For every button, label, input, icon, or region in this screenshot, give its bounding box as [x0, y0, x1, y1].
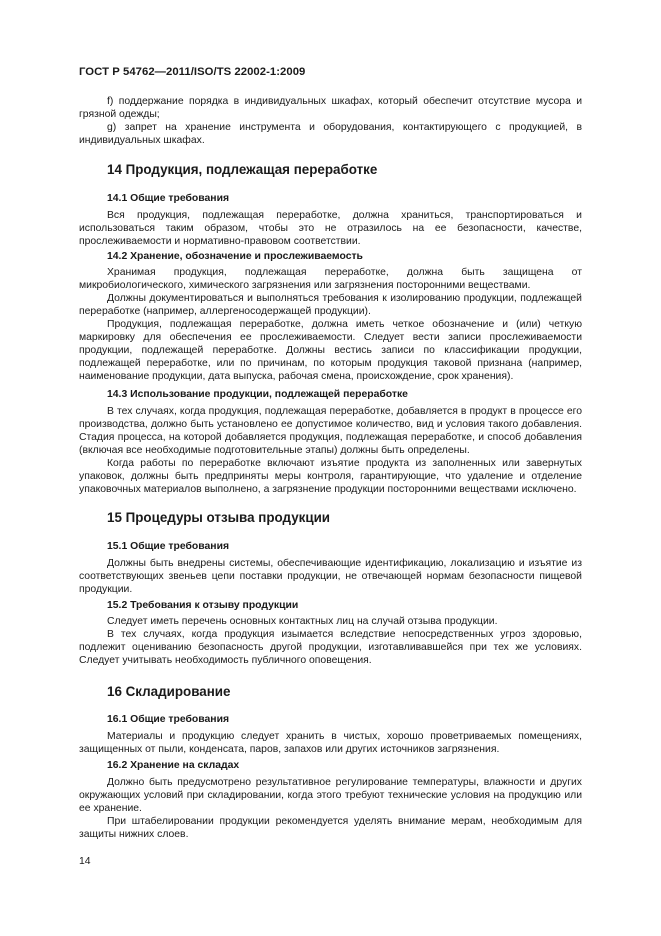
section-14-1-body	[79, 209, 582, 248]
section-14-1-title: 14.1 Общие требования	[107, 193, 230, 204]
paragraph: Продукция, подлежащая переработке, должна иметь четкое обозначение и (или) четкую маркировку для обеспечения ее прослеживаемости. Следует вести записи прослеживаемости продукции, подлежащей переработке. Должны вестись записи по классификации продукции, подлежащей переработке, или по причинам, по которым продукция таковой признана (например, наименование продукции, дата выпуска, рабочая смена, происхождение, срок хранения).	[79, 319, 582, 382]
section-14-2-body	[79, 266, 582, 383]
intro-block	[79, 95, 582, 147]
paragraph: Материалы и продукцию следует хранить в чистых, хорошо проветриваемых помещениях, защищенных от пыли, конденсата, паров, запахов или других источников загрязнения.	[79, 731, 582, 755]
section-15-1-body	[79, 557, 582, 596]
paragraph: Когда работы по переработке включают изъятие продукта из заполненных или завернутых упаковок, должны быть предприняты меры контроля, гарантирующие, что удаление и отделение упаковочных материалов выполнено, а загрязнение продукции посторонними веществами исключено.	[79, 458, 582, 495]
section-16-1-title: 16.1 Общие требования	[107, 714, 230, 725]
section-16-2-title: 16.2 Хранение на складах	[107, 760, 240, 771]
paragraph: Должно быть предусмотрено результативное регулирование температуры, влажности и других окружающих условий при складировании, когда этого требуют технические условия на продукцию или ее хранение.	[79, 777, 582, 814]
list-item-f: f) поддержание порядка в индивидуальных шкафах, который обеспечит отсутствие мусора и грязной одежды;	[79, 96, 582, 120]
section-15-1-title: 15.1 Общие требования	[107, 541, 230, 552]
section-16-title: 16 Складирование	[107, 684, 231, 699]
section-14-3-body	[79, 405, 582, 496]
section-16-1-body	[79, 730, 582, 756]
section-14-2-title: 14.2 Хранение, обозначение и прослеживаемость	[107, 251, 363, 262]
paragraph: Должны быть внедрены системы, обеспечивающие идентификацию, локализацию и изъятие из соответствующих звеньев цепи поставки продукции, не отвечающей нормам безопасности пищевой продукции.	[79, 558, 582, 595]
paragraph: При штабелировании продукции рекомендуется уделять внимание мерам, необходимым для защиты нижних слоев.	[79, 816, 582, 840]
section-14-3-title: 14.3 Использование продукции, подлежащей переработке	[107, 389, 408, 400]
page-number: 14	[79, 856, 91, 867]
paragraph: Следует иметь перечень основных контактных лиц на случай отзыва продукции.	[107, 616, 498, 627]
paragraph: В тех случаях, когда продукция, подлежащая переработке, добавляется в продукт в процессе его производства, должно быть установлено ее допустимое количество, вид и условия такого добавления. Стадия процесса, на которой добавляется продукция, подлежащая переработке, и способ добавления (включая все необходимые подготовительные этапы) должны быть определены.	[79, 406, 582, 456]
section-15-title: 15 Процедуры отзыва продукции	[107, 510, 331, 525]
paragraph: Хранимая продукция, подлежащая переработке, должна быть защищена от микробиологического, химического загрязнения или загрязнения посторонними веществами.	[79, 267, 582, 291]
section-14-title: 14 Продукция, подлежащая переработке	[107, 162, 378, 177]
list-item-g: g) запрет на хранение инструмента и оборудования, контактирующего с продукцией, в индивидуальных шкафах.	[79, 122, 582, 146]
section-15-2-body	[79, 615, 582, 667]
section-16-2-body	[79, 776, 582, 841]
paragraph: Должны документироваться и выполняться требования к изолированию продукции, подлежащей переработке (например, аллергеносодержащей продукции).	[79, 293, 582, 317]
paragraph: Вся продукция, подлежащая переработке, должна храниться, транспортироваться и использоваться таким образом, чтобы это не отразилось на ее безопасности, качестве, прослеживаемости и нормативно-правовом соответствии.	[79, 210, 582, 247]
standard-header: ГОСТ Р 54762—2011/ISO/TS 22002-1:2009	[79, 66, 306, 78]
paragraph: В тех случаях, когда продукция изымается вследствие непосредственных угроз здоровью, подлежит оцениванию безопасность другой продукции, изготавливавшейся при тех же условиях. Следует учитывать необходимость публичного оповещения.	[79, 629, 582, 666]
section-15-2-title: 15.2 Требования к отзыву продукции	[107, 600, 299, 611]
